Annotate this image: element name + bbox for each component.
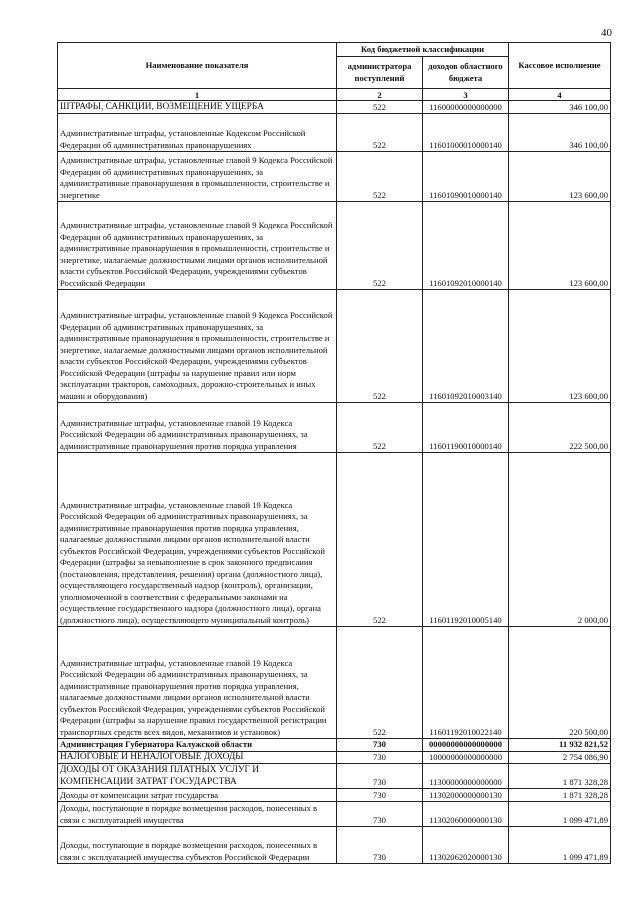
row-admin: 522 <box>337 403 423 453</box>
row-name: Административные штрафы, установленные главой 19 Кодекса Российской Федерации об административных правонарушениях, за административные правонарушения против порядка управления, налагаемые должностными лицами органов исполнительной власти субъектов Российской Федерации, учреждениями субъектов Российской Федерации (штрафы за нарушение правил государственной регистрации транспортных средств всех видов, механизмов и установок) <box>58 627 337 739</box>
row-amount: 11 932 821,52 <box>509 739 611 752</box>
row-admin: 730 <box>337 789 423 802</box>
row-name: ШТРАФЫ, САНКЦИИ, ВОЗМЕЩЕНИЕ УЩЕРБА <box>58 101 337 114</box>
row-amount: 346 100,00 <box>509 114 611 152</box>
row-name: Администрация Губернатора Калужской области <box>58 739 337 752</box>
table-row <box>58 764 611 789</box>
row-code: 11600000000000000 <box>423 101 509 114</box>
table-row <box>58 202 611 290</box>
table-row <box>58 827 611 864</box>
row-code: 00000000000000000 <box>423 739 509 752</box>
table-row <box>58 751 611 764</box>
header-amount: Кассовое исполнение <box>509 43 611 89</box>
row-code: 11601092010000140 <box>423 202 509 290</box>
header-code: доходов областного бюджета <box>423 57 509 89</box>
row-name: Административные штрафы, установленные главой 9 Кодекса Российской Федерации об административных правонарушениях, за административные правонарушения в промышленности, строительстве и энергетике, налагаемые должностными лицами органов исполнительной власти субъектов Российской Федерации, учреждениями субъектов Российской Федерации <box>58 202 337 290</box>
row-name: НАЛОГОВЫЕ И НЕНАЛОГОВЫЕ ДОХОДЫ <box>58 751 337 764</box>
table-row <box>58 627 611 739</box>
table-row <box>58 789 611 802</box>
budget-table <box>57 42 611 864</box>
row-name: Доходы, поступающие в порядке возмещения расходов, понесенных в связи с эксплуатацией имущества <box>58 802 337 827</box>
row-admin: 730 <box>337 764 423 789</box>
table-row <box>58 114 611 152</box>
row-code: 11601000010000140 <box>423 114 509 152</box>
row-amount: 2 754 086,90 <box>509 751 611 764</box>
row-admin: 522 <box>337 202 423 290</box>
row-admin: 522 <box>337 114 423 152</box>
row-code: 11302060000000130 <box>423 802 509 827</box>
header-num-3: 3 <box>423 89 509 101</box>
row-name: Административные штрафы, установленные главой 9 Кодекса Российской Федерации об административных правонарушениях, за административные правонарушения в промышленности, строительстве и энергетике <box>58 152 337 202</box>
row-name: Административные штрафы, установленные Кодексом Российской Федерации об административных правонарушениях <box>58 114 337 152</box>
row-admin: 730 <box>337 827 423 864</box>
row-admin: 522 <box>337 152 423 202</box>
row-name: Административные штрафы, установленные главой 9 Кодекса Российской Федерации об административных правонарушениях, за административные правонарушения в промышленности, строительстве и энергетике, налагаемые должностными лицами органов исполнительной власти субъектов Российской Федерации, учреждениями субъектов Российской Федерации (штрафы за нарушение правил или норм эксплуатации тракторов, самоходных, дорожно-строительных и иных машин и оборудования) <box>58 290 337 403</box>
row-admin: 730 <box>337 751 423 764</box>
row-amount: 220 500,00 <box>509 627 611 739</box>
row-admin: 730 <box>337 739 423 752</box>
header-name: Наименование показателя <box>58 43 337 89</box>
table-row <box>58 403 611 453</box>
row-code: 11601192010005140 <box>423 453 509 627</box>
row-amount: 1 099 471,89 <box>509 827 611 864</box>
header-num-1: 1 <box>58 89 337 101</box>
row-amount: 123 600,00 <box>509 202 611 290</box>
row-admin: 522 <box>337 627 423 739</box>
row-admin: 522 <box>337 290 423 403</box>
row-amount: 1 099 471,89 <box>509 802 611 827</box>
header-code-group: Код бюджетной классификации <box>337 43 509 57</box>
row-amount: 1 871 328,28 <box>509 789 611 802</box>
table-row <box>58 802 611 827</box>
header-admin: администратора поступлений <box>337 57 423 89</box>
row-name: Административные штрафы, установленные главой 19 Кодекса Российской Федерации об административных правонарушениях, за административные правонарушения против порядка управления <box>58 403 337 453</box>
row-name: Административные штрафы, установленные главой 19 Кодекса Российской Федерации об административных правонарушениях, за административные правонарушения против порядка управления, налагаемые должностными лицами органов исполнительной власти субъектов Российской Федерации, учреждениями субъектов Российской Федерации (штрафы за невыполнение в срок законного предписания (постановления, представления, решения) органа (должностного лица), осуществляющего государственный надзор (контроль), организации, уполномоченной в соответствии с федеральными законами на осуществление государственного надзора (должностного лица), органа (должностного лица), осуществляющего муниципальный контроль) <box>58 453 337 627</box>
page-number: 40 <box>601 27 612 39</box>
row-amount: 123 600,00 <box>509 290 611 403</box>
row-code: 11601090010000140 <box>423 152 509 202</box>
row-amount: 2 000,00 <box>509 453 611 627</box>
row-code: 11601192010022140 <box>423 627 509 739</box>
table-row <box>58 453 611 627</box>
table-row <box>58 290 611 403</box>
row-name: Доходы, поступающие в порядке возмещения расходов, понесенных в связи с эксплуатацией имущества субъектов Российской Федерации <box>58 827 337 864</box>
row-code: 11302000000000130 <box>423 789 509 802</box>
row-name: Доходы от компенсации затрат государства <box>58 789 337 802</box>
row-amount: 346 100,00 <box>509 101 611 114</box>
row-code: 11601190010000140 <box>423 403 509 453</box>
row-admin: 522 <box>337 101 423 114</box>
row-amount: 1 871 328,28 <box>509 764 611 789</box>
row-code: 10000000000000000 <box>423 751 509 764</box>
row-name: ДОХОДЫ ОТ ОКАЗАНИЯ ПЛАТНЫХ УСЛУГ И КОМПЕНСАЦИИ ЗАТРАТ ГОСУДАРСТВА <box>58 764 337 789</box>
row-amount: 123 600,00 <box>509 152 611 202</box>
header-num-2: 2 <box>337 89 423 101</box>
row-admin: 730 <box>337 802 423 827</box>
table-row <box>58 152 611 202</box>
row-amount: 222 500,00 <box>509 403 611 453</box>
row-admin: 522 <box>337 453 423 627</box>
row-code: 11601092010003140 <box>423 290 509 403</box>
table-row <box>58 739 611 752</box>
table-row <box>58 101 611 114</box>
row-code: 11302062020000130 <box>423 827 509 864</box>
row-code: 11300000000000000 <box>423 764 509 789</box>
header-num-4: 4 <box>509 89 611 101</box>
